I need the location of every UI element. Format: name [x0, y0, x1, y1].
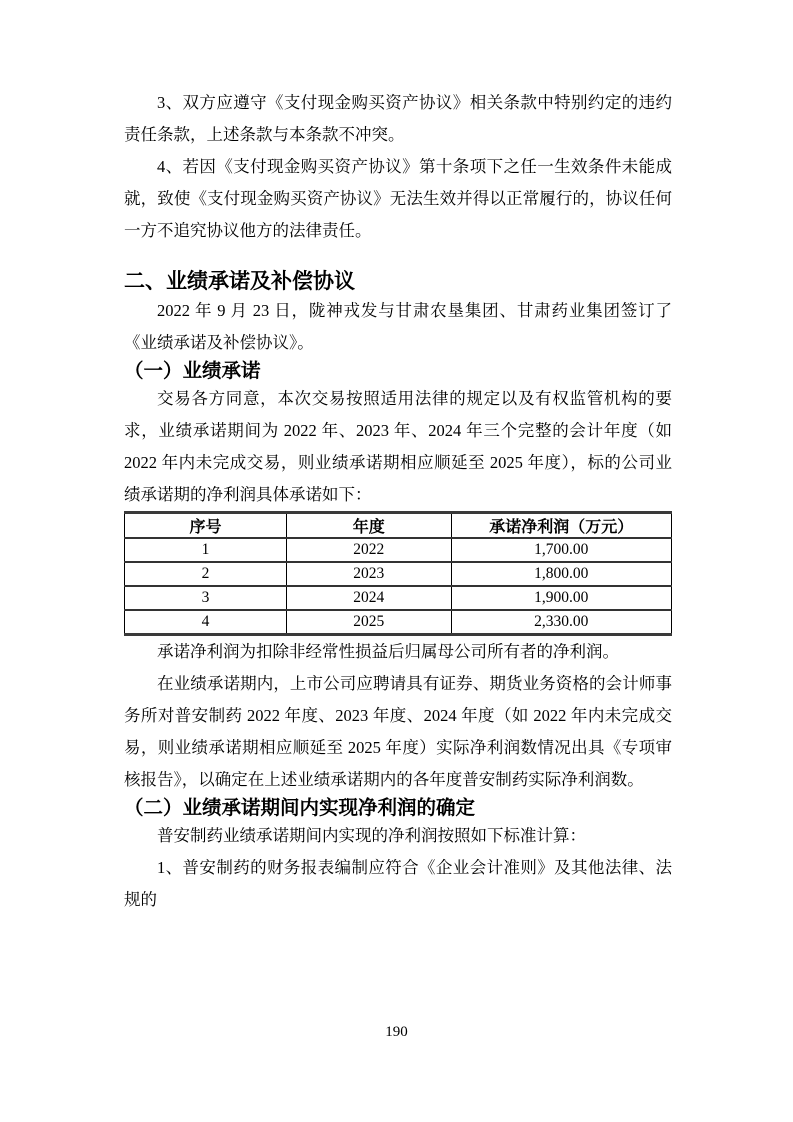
promised-net-profit-table [124, 511, 672, 636]
table-cell-seq: 3 [125, 586, 287, 610]
table-cell-seq: 1 [125, 538, 287, 562]
table-header-profit: 承诺净利润（万元） [451, 513, 671, 539]
table-cell-profit: 1,800.00 [451, 562, 671, 586]
paragraph-calculation-standard: 普安制药业绩承诺期间内实现的净利润按照如下标准计算： [157, 826, 586, 845]
table-cell-seq: 4 [125, 610, 287, 635]
paragraph-audit-report: 在业绩承诺期内，上市公司应聘请具有证券、期货业务资格的会计师事务所对普安制药 2022 年度、2023 年度、2024 年度（如 2022 年内未完成交易，则业绩承诺期相应顺延至 2025 年度）实际净利润数情况出具《专项审核报告》，以确定在上述业绩承诺期内的各年度普安制药实际净利润数。 [124, 674, 672, 789]
table-header-year: 年度 [286, 513, 451, 539]
table-row [125, 538, 672, 562]
paragraph-commitment-period: 交易各方同意，本次交易按照适用法律的规定以及有权监管机构的要求，业绩承诺期间为 2022 年、2023 年、2024 年三个完整的会计年度（如 2022 年内未完成交易，则业绩承诺期相应顺延至 2025 年度），标的公司业绩承诺期的净利润具体承诺如下： [124, 389, 672, 504]
table-row [125, 586, 672, 610]
table-cell-profit: 1,900.00 [451, 586, 671, 610]
table-cell-year: 2024 [286, 586, 451, 610]
paragraph-item-1-accounting-standards: 1、普安制药的财务报表编制应符合《企业会计准则》及其他法律、法规的 [124, 858, 672, 909]
page-number: 190 [385, 1024, 408, 1040]
table-header-seq: 序号 [125, 513, 287, 539]
subsection-heading-performance-commitment: （一）业绩承诺 [124, 360, 261, 382]
table-cell-year: 2022 [286, 538, 451, 562]
table-cell-profit: 2,330.00 [451, 610, 671, 635]
table-cell-profit: 1,700.00 [451, 538, 671, 562]
table-cell-year: 2023 [286, 562, 451, 586]
table-cell-year: 2025 [286, 610, 451, 635]
table-header-row [125, 513, 672, 539]
paragraph-clause-3: 3、双方应遵守《支付现金购买资产协议》相关条款中特别约定的违约责任条款，上述条款与本条款不冲突。 [124, 93, 672, 144]
subsection-heading-net-profit-determination: （二）业绩承诺期间内实现净利润的确定 [124, 797, 476, 819]
paragraph-net-profit-definition: 承诺净利润为扣除非经常性损益后归属母公司所有者的净利润。 [157, 642, 619, 661]
document-content [124, 87, 672, 916]
paragraph-clause-4: 4、若因《支付现金购买资产协议》第十条项下之任一生效条件未能成就，致使《支付现金购买资产协议》无法生效并得以正常履行的，协议任何一方不追究协议他方的法律责任。 [124, 157, 672, 240]
table-cell-seq: 2 [125, 562, 287, 586]
table-row [125, 610, 672, 635]
paragraph-agreement-signing: 2022 年 9 月 23 日，陇神戎发与甘肃农垦集团、甘肃药业集团签订了《业绩承诺及补偿协议》。 [124, 301, 672, 352]
table-row [125, 562, 672, 586]
section-heading-performance-commitment-agreement: 二、业绩承诺及补偿协议 [124, 270, 355, 293]
